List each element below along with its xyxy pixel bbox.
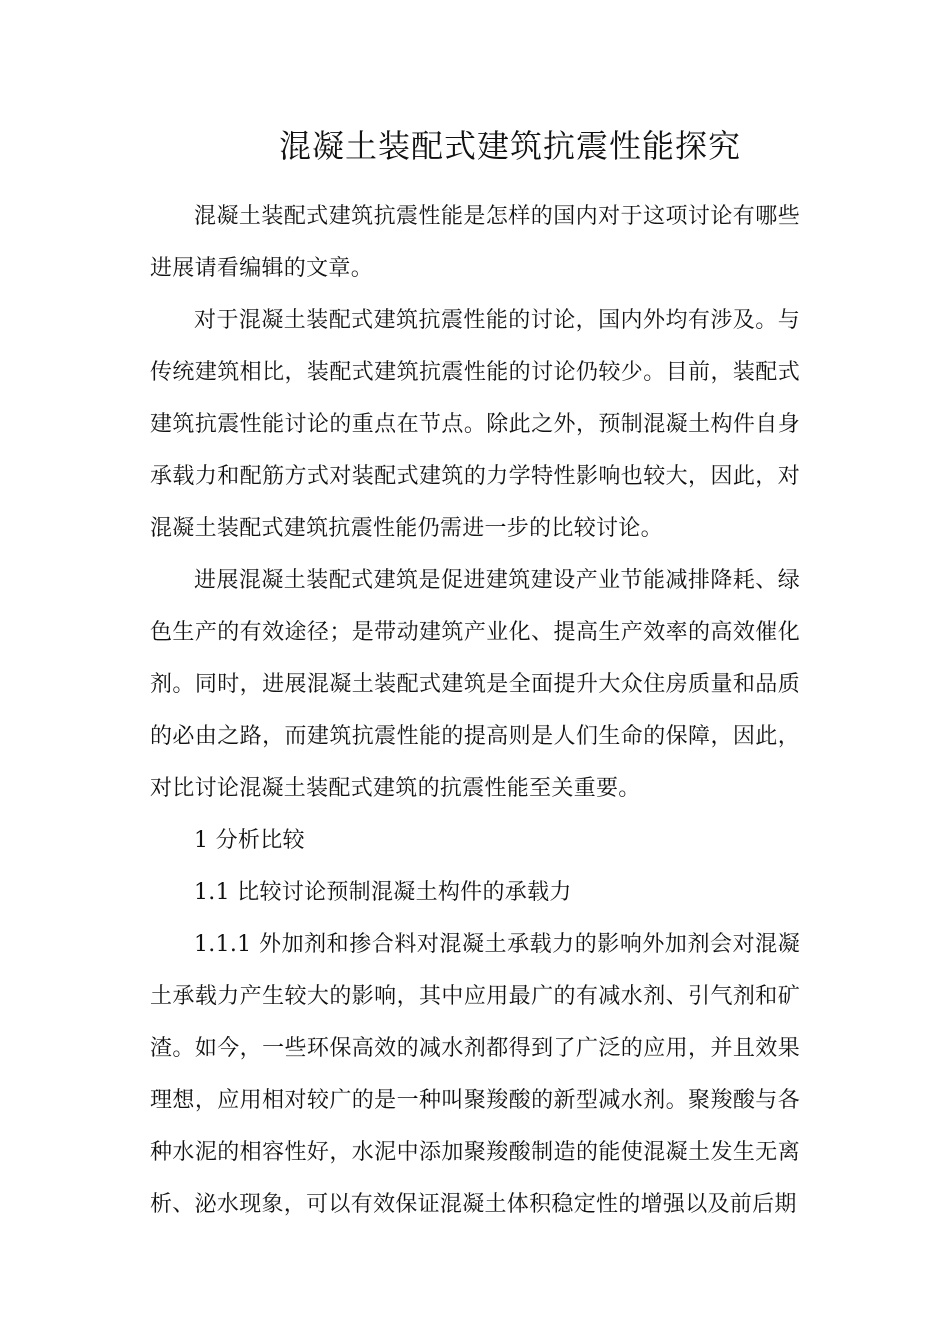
paragraph-admixtures: 1.1.1 外加剂和掺合料对混凝土承载力的影响外加剂会对混凝土承载力产生较大的影响，其中应用最广的有减水剂、引气剂和矿渣。如今，一些环保高效的减水剂都得到了广泛的应用，并且效果理想，应用相对较广的是一种叫聚羧酸的新型减水剂。聚羧酸与各种水泥的相容性好，水泥中添加聚羧酸制造的能使混凝土发生无离析、泌水现象，可以有效保证混凝土体积稳定性的增强以及前后期 bbox=[150, 932, 800, 1217]
document-title: 混凝土装配式建筑抗震性能探究 bbox=[278, 127, 741, 165]
section-heading-1: 1 分析比较 bbox=[194, 828, 305, 853]
paragraph-intro: 混凝土装配式建筑抗震性能是怎样的国内对于这项讨论有哪些进展请看编辑的文章。 bbox=[150, 204, 800, 281]
paragraph-research-status: 对于混凝土装配式建筑抗震性能的讨论，国内外均有涉及。与传统建筑相比，装配式建筑抗震性能的讨论仍较少。目前，装配式建筑抗震性能讨论的重点在节点。除此之外，预制混凝土构件自身承载力和配筋方式对装配式建筑的力学特性影响也较大，因此，对混凝土装配式建筑抗震性能仍需进一步的比较讨论。 bbox=[150, 308, 800, 541]
paragraph-significance: 进展混凝土装配式建筑是促进建筑建设产业节能减排降耗、绿色生产的有效途径；是带动建筑产业化、提高生产效率的高效催化剂。同时，进展混凝土装配式建筑是全面提升大众住房质量和品质的必由之路，而建筑抗震性能的提高则是人们生命的保障，因此，对比讨论混凝土装配式建筑的抗震性能至关重要。 bbox=[150, 568, 800, 801]
section-heading-1-1: 1.1 比较讨论预制混凝土构件的承载力 bbox=[194, 880, 572, 905]
document-body bbox=[150, 191, 800, 1231]
